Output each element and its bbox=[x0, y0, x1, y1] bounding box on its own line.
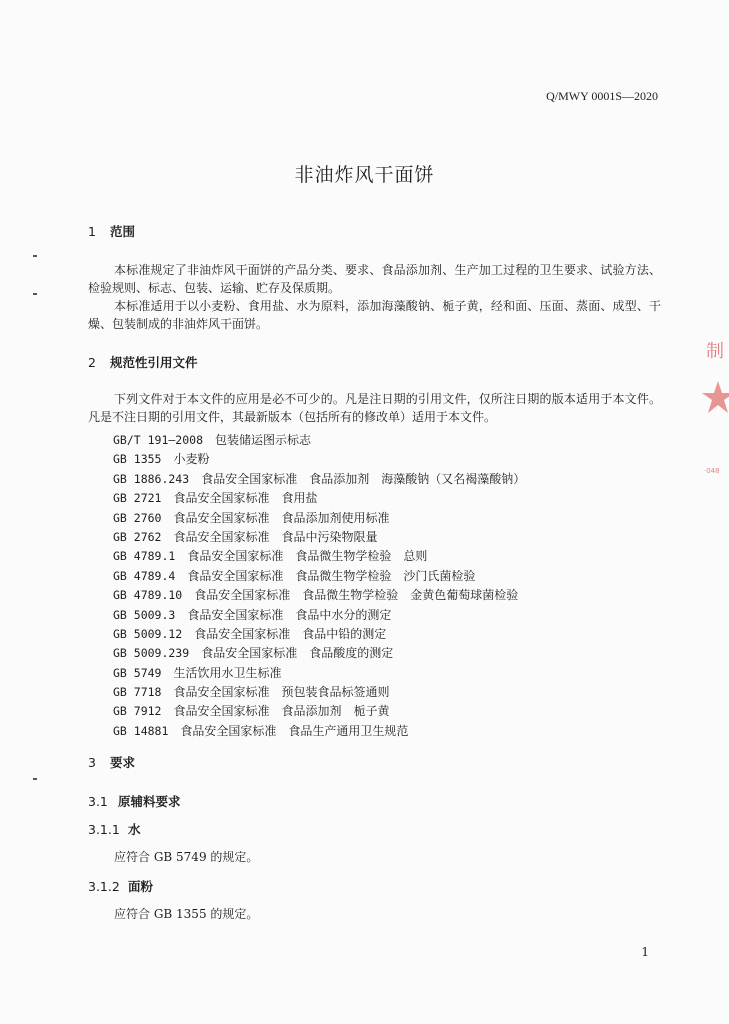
section-title: 面粉 bbox=[128, 879, 154, 894]
reference-title: 食品安全国家标准 食品微生物学检验 金黄色葡萄球菌检验 bbox=[194, 588, 519, 603]
section-title: 范围 bbox=[110, 224, 136, 239]
reference-code: GB 5009.12 bbox=[113, 626, 183, 641]
water-requirement-text: 应符合 GB 5749 的规定。 bbox=[114, 850, 259, 864]
section-3-1-heading bbox=[88, 792, 181, 810]
reference-code: GB 4789.1 bbox=[113, 549, 176, 564]
reference-title: 食品安全国家标准 食品微生物学检验 总则 bbox=[187, 549, 428, 564]
reference-item bbox=[113, 470, 525, 489]
section-title: 原辅料要求 bbox=[118, 794, 181, 809]
reference-code: GB 5749 bbox=[113, 665, 162, 680]
reference-code: GB 4789.4 bbox=[113, 568, 176, 583]
reference-item bbox=[113, 702, 525, 721]
reference-title: 食品安全国家标准 食品添加剂使用标准 bbox=[173, 510, 390, 525]
section-number: 3.1.2 bbox=[88, 879, 120, 894]
reference-code: GB 1886.243 bbox=[113, 471, 190, 486]
red-seal-stamp-fragment bbox=[700, 325, 729, 485]
section-number: 2 bbox=[88, 355, 96, 370]
reference-code: GB 4789.10 bbox=[113, 588, 183, 603]
reference-item bbox=[113, 547, 525, 566]
reference-item bbox=[113, 644, 525, 663]
reference-title: 食品安全国家标准 预包装食品标签通则 bbox=[173, 685, 390, 700]
reference-item bbox=[113, 509, 525, 528]
reference-title: 食品安全国家标准 食品添加剂 栀子黄 bbox=[173, 704, 390, 719]
scan-mark bbox=[33, 255, 37, 257]
section-2-heading bbox=[88, 353, 198, 371]
reference-title: 食品安全国家标准 食品中铅的测定 bbox=[194, 626, 387, 641]
standard-code: Q/MWY 0001S—2020 bbox=[546, 89, 658, 103]
reference-title: 生活饮用水卫生标准 bbox=[173, 665, 282, 680]
section-title: 要求 bbox=[110, 755, 136, 770]
scope-paragraph-1: 本标准规定了非油炸风干面饼的产品分类、要求、食品添加剂、生产加工过程的卫生要求、试验方法、检验规则、标志、包装、运输、贮存及保质期。 bbox=[88, 263, 661, 295]
reference-item bbox=[113, 431, 525, 450]
section-title: 水 bbox=[128, 822, 141, 837]
reference-code: GB/T 191—2008 bbox=[113, 433, 204, 447]
reference-item bbox=[113, 586, 525, 605]
section-3-heading bbox=[88, 753, 135, 771]
reference-code: GB 7718 bbox=[113, 685, 162, 700]
reference-code: GB 2760 bbox=[113, 510, 162, 525]
reference-item bbox=[113, 489, 525, 508]
reference-item bbox=[113, 450, 525, 469]
reference-code: GB 5009.3 bbox=[113, 607, 176, 622]
reference-item bbox=[113, 528, 525, 547]
scan-mark bbox=[33, 293, 37, 295]
section-number: 3 bbox=[88, 755, 96, 770]
page-number: 1 bbox=[641, 945, 649, 959]
section-title: 规范性引用文件 bbox=[110, 355, 198, 370]
reference-code: GB 7912 bbox=[113, 704, 162, 719]
seal-digits: ·048 bbox=[704, 467, 720, 475]
reference-title: 包装储运图示标志 bbox=[215, 433, 312, 447]
seal-star-icon bbox=[702, 381, 729, 413]
reference-title: 食品安全国家标准 食品添加剂 海藻酸钠（又名褐藻酸钠） bbox=[201, 471, 526, 486]
reference-title: 食品安全国家标准 食品生产通用卫生规范 bbox=[180, 723, 409, 738]
reference-code: GB 1355 bbox=[113, 452, 162, 467]
flour-requirement-text: 应符合 GB 1355 的规定。 bbox=[114, 907, 259, 921]
reference-item bbox=[113, 722, 525, 741]
section-3-1-2-heading bbox=[88, 877, 153, 895]
reference-list bbox=[113, 431, 525, 741]
reference-title: 食品安全国家标准 食品酸度的测定 bbox=[201, 646, 394, 661]
reference-title: 食品安全国家标准 食品微生物学检验 沙门氏菌检验 bbox=[187, 568, 476, 583]
seal-character: 制 bbox=[706, 341, 724, 362]
document-title: 非油炸风干面饼 bbox=[294, 164, 435, 186]
section-number: 3.1 bbox=[88, 794, 108, 809]
reference-code: GB 2762 bbox=[113, 529, 162, 544]
reference-code: GB 14881 bbox=[113, 723, 169, 738]
reference-item bbox=[113, 683, 525, 702]
scope-paragraph-2: 本标准适用于以小麦粉、食用盐、水为原料，添加海藻酸钠、栀子黄，经和面、压面、蒸面、成型、干燥、包装制成的非油炸风干面饼。 bbox=[88, 299, 661, 331]
section-3-1-1-heading bbox=[88, 820, 141, 838]
scan-mark bbox=[33, 778, 37, 780]
reference-item bbox=[113, 664, 525, 683]
reference-title: 食品安全国家标准 食用盐 bbox=[173, 491, 318, 506]
reference-item bbox=[113, 606, 525, 625]
reference-item bbox=[113, 567, 525, 586]
section-1-heading bbox=[88, 222, 135, 240]
reference-title: 食品安全国家标准 食品中污染物限量 bbox=[173, 529, 378, 544]
section-number: 1 bbox=[88, 224, 96, 239]
reference-title: 食品安全国家标准 食品中水分的测定 bbox=[187, 607, 392, 622]
reference-item bbox=[113, 625, 525, 644]
reference-title: 小麦粉 bbox=[173, 452, 210, 467]
section-number: 3.1.1 bbox=[88, 822, 120, 837]
references-intro: 下列文件对于本文件的应用是必不可少的。凡是注日期的引用文件，仅所注日期的版本适用于本文件。凡是不注日期的引用文件，其最新版本（包括所有的修改单）适用于本文件。 bbox=[88, 392, 661, 424]
reference-code: GB 2721 bbox=[113, 491, 162, 506]
reference-code: GB 5009.239 bbox=[113, 646, 190, 661]
